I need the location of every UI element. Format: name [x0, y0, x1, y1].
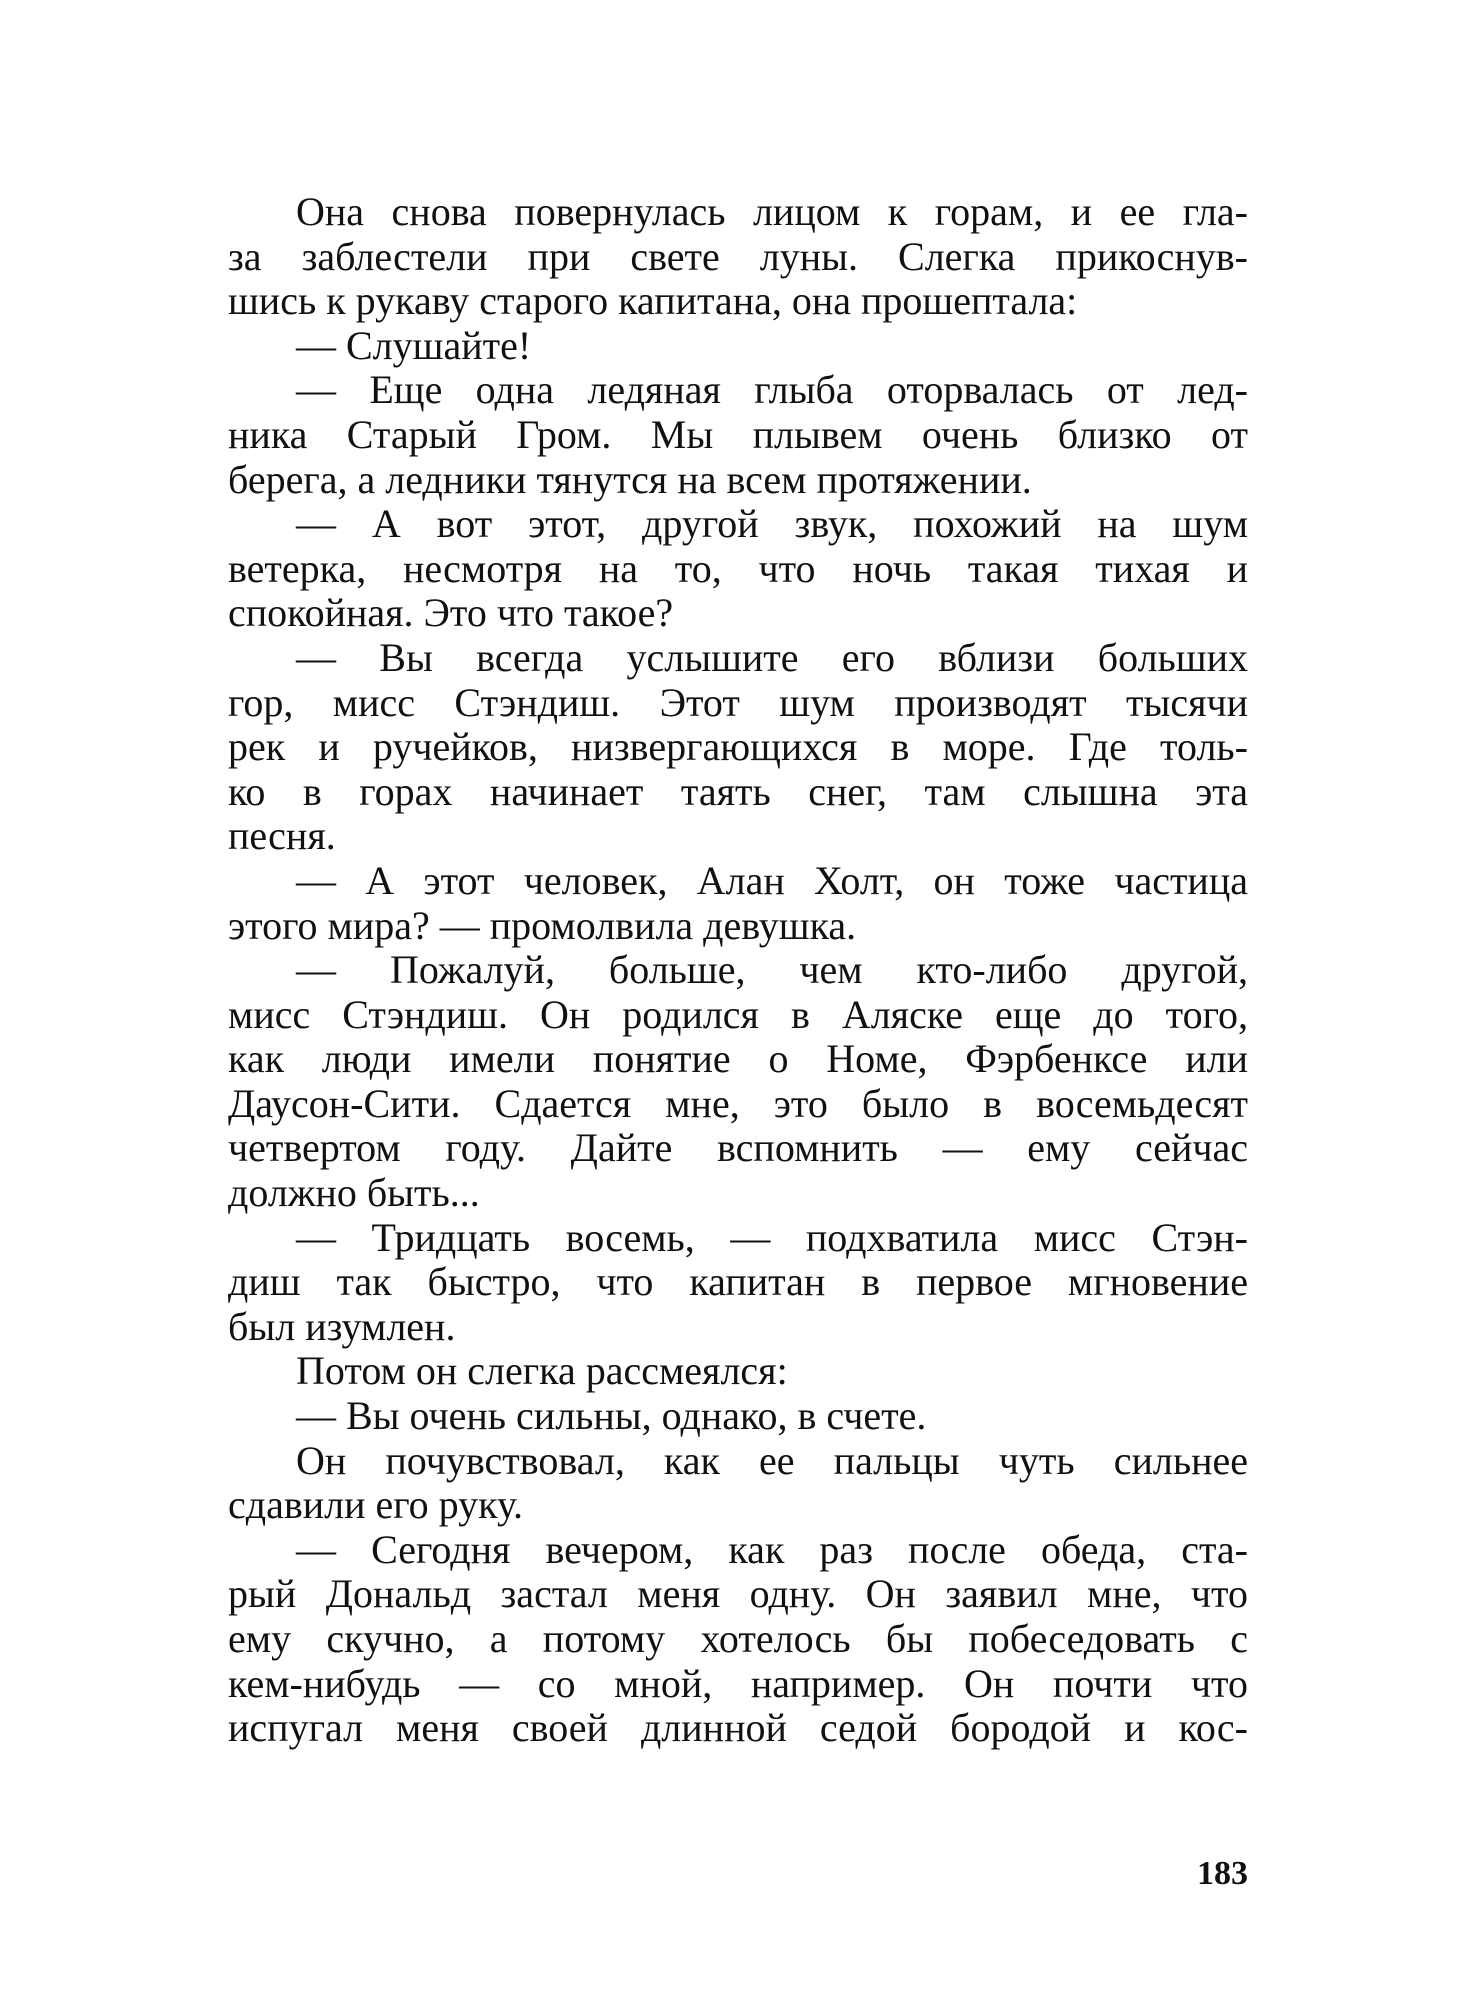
text-line: спокойная. Это что такое? — [228, 590, 674, 636]
text-line: ему скучно, а потому хотелось бы побеседовать с — [228, 1616, 1248, 1661]
text-line: песня. — [228, 813, 336, 859]
text-line: ко в горах начинает таять снег, там слышна эта — [228, 768, 1248, 814]
text-line: берега, а ледники тянутся на всем протяжении. — [228, 456, 1032, 502]
text-line: — А вот этот, другой звук, похожий на шум — [296, 501, 1248, 547]
text-line: — Вы очень сильны, однако, в счете. — [296, 1393, 927, 1439]
text-line: Даусон-Сити. Сдается мне, это было в восемьдесят — [228, 1080, 1248, 1126]
text-line: этого мира? — промолвила девушка. — [228, 902, 857, 948]
text-line: кем-нибудь — со мной, например. Он почти что — [228, 1660, 1248, 1706]
text-line: четвертом году. Дайте вспомнить — ему сейчас — [228, 1125, 1248, 1171]
text-line: должно быть... — [228, 1170, 480, 1216]
text-line: — Тридцать восемь, — подхватила мисс Стэн- — [296, 1214, 1248, 1260]
text-line: гор, мисс Стэндиш. Этот шум производят тысячи — [228, 679, 1248, 725]
text-line: Потом он слегка рассмеялся: — [296, 1348, 788, 1394]
page-number: 183 — [1197, 1855, 1248, 1892]
text-line: — Пожалуй, больше, чем кто-либо другой, — [296, 947, 1248, 993]
text-line: ветерка, несмотря на то, что ночь такая тихая и — [228, 545, 1248, 591]
text-line: мисс Стэндиш. Он родился в Аляске еще до того, — [228, 991, 1248, 1037]
text-line: Он почувствовал, как ее пальцы чуть сильнее — [296, 1437, 1248, 1483]
text-line: рек и ручейков, низвергающихся в море. Где толь- — [228, 724, 1248, 770]
text-line: Она снова повернулась лицом к горам, и ее гла- — [296, 189, 1248, 234]
text-line: — Еще одна ледяная глыба оторвалась от лед- — [296, 367, 1248, 413]
body-text — [228, 190, 1248, 1751]
text-line: диш так быстро, что капитан в первое мгновение — [228, 1259, 1248, 1305]
text-line: шись к рукаву старого капитана, она прошептала: — [228, 278, 1078, 324]
text-line: — Сегодня вечером, как раз после обеда, ста- — [296, 1526, 1248, 1572]
text-line: за заблестели при свете луны. Слегка прикоснув- — [228, 233, 1248, 279]
text-line: испугал меня своей длинной седой бородой и кос- — [228, 1705, 1248, 1751]
text-line: сдавили его руку. — [228, 1482, 524, 1528]
text-line: — Слушайте! — [296, 322, 532, 368]
text-line: был изумлен. — [228, 1303, 456, 1349]
text-line: как люди имели понятие о Номе, Фэрбенксе или — [228, 1036, 1248, 1082]
text-line: рый Дональд застал меня одну. Он заявил мне, что — [228, 1571, 1248, 1617]
text-line: ника Старый Гром. Мы плывем очень близко от — [228, 411, 1248, 457]
text-line: — А этот человек, Алан Холт, он тоже частица — [296, 857, 1248, 903]
text-line: — Вы всегда услышите его вблизи больших — [296, 634, 1248, 680]
